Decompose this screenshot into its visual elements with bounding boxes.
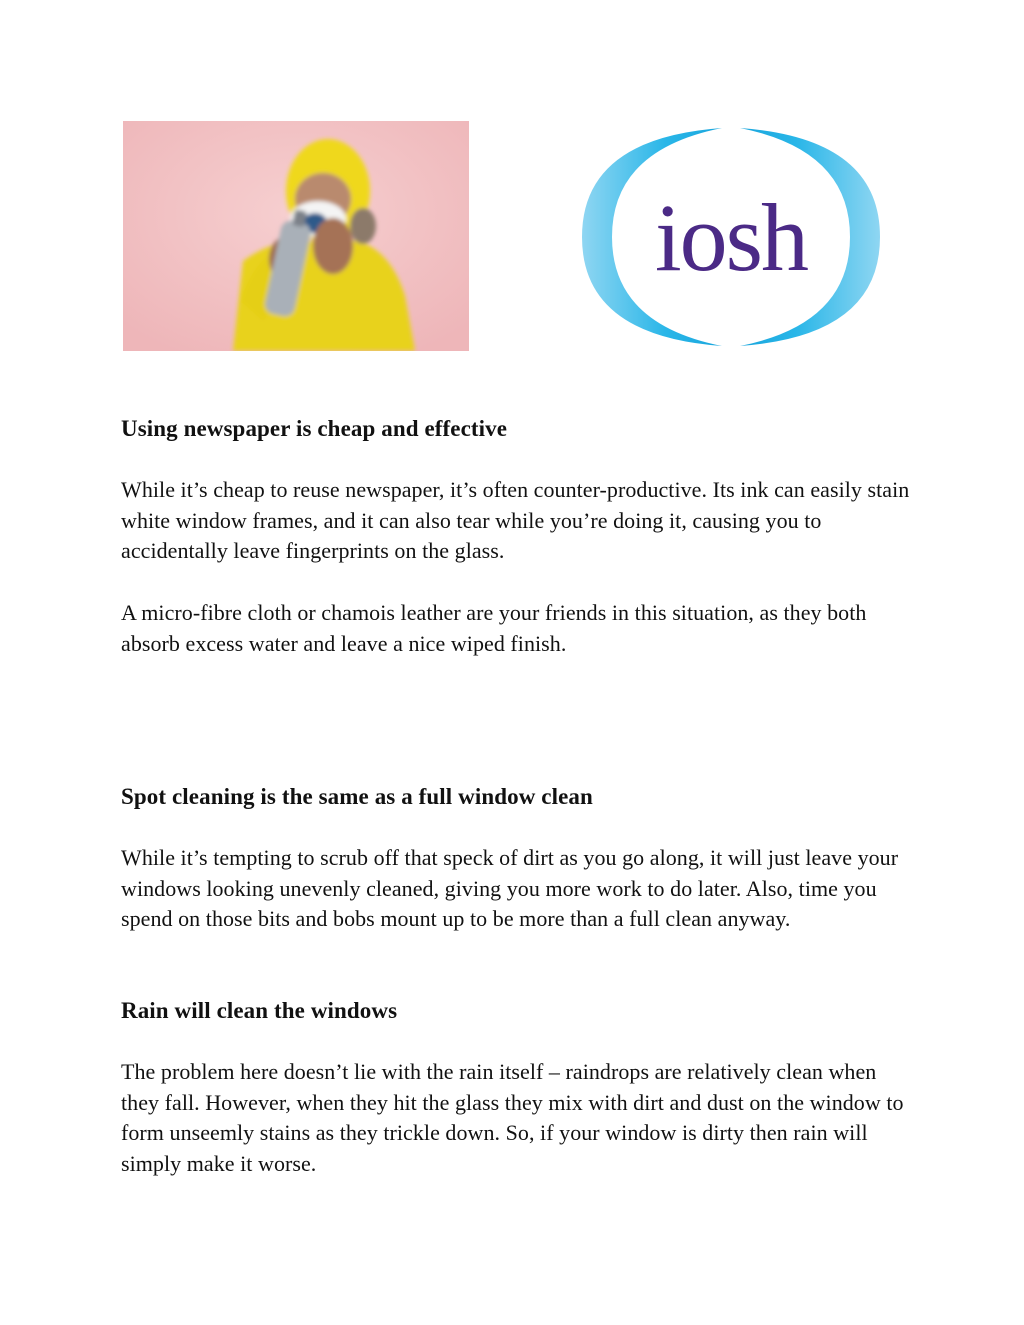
hazmat-person-illustration [123,121,469,351]
hazmat-spray-photo [123,121,469,351]
section-spot-cleaning [121,783,911,811]
paragraph: A micro-fibre cloth or chamois leather are your friends in this situation, as they both absorb excess water and leave a nice wiped finish. [121,600,867,656]
section-rain [121,997,911,1025]
section-newspaper-body [121,475,911,567]
section-rain-body [121,1057,911,1179]
iosh-logo-text: iosh [654,184,808,291]
section-heading: Using newspaper is cheap and effective [121,416,508,441]
section-newspaper [121,415,911,443]
section-heading: Rain will clean the windows [121,998,398,1023]
section-spot-cleaning-body [121,843,911,935]
iosh-logo [582,124,880,350]
paragraph: While it’s cheap to reuse newspaper, it’s often counter-productive. Its ink can easily stain white window frames, and it can also tear while you’re doing it, causing you to accidentally leave fingerprints on the glass. [121,477,910,563]
section-heading: Spot cleaning is the same as a full window clean [121,784,593,809]
paragraph: The problem here doesn’t lie with the rain itself – raindrops are relatively clean when they fall. However, when they hit the glass they mix with dirt and dust on the window to form unseemly stains as they trickle down. So, if your window is dirty then rain will simply make it worse. [121,1059,904,1176]
paragraph: While it’s tempting to scrub off that speck of dirt as you go along, it will just leave your windows looking unevenly cleaned, giving you more work to do later. Also, time you spend on those bits and bobs mount up to be more than a full clean anyway. [121,845,899,931]
section-newspaper-body-2 [121,598,911,659]
